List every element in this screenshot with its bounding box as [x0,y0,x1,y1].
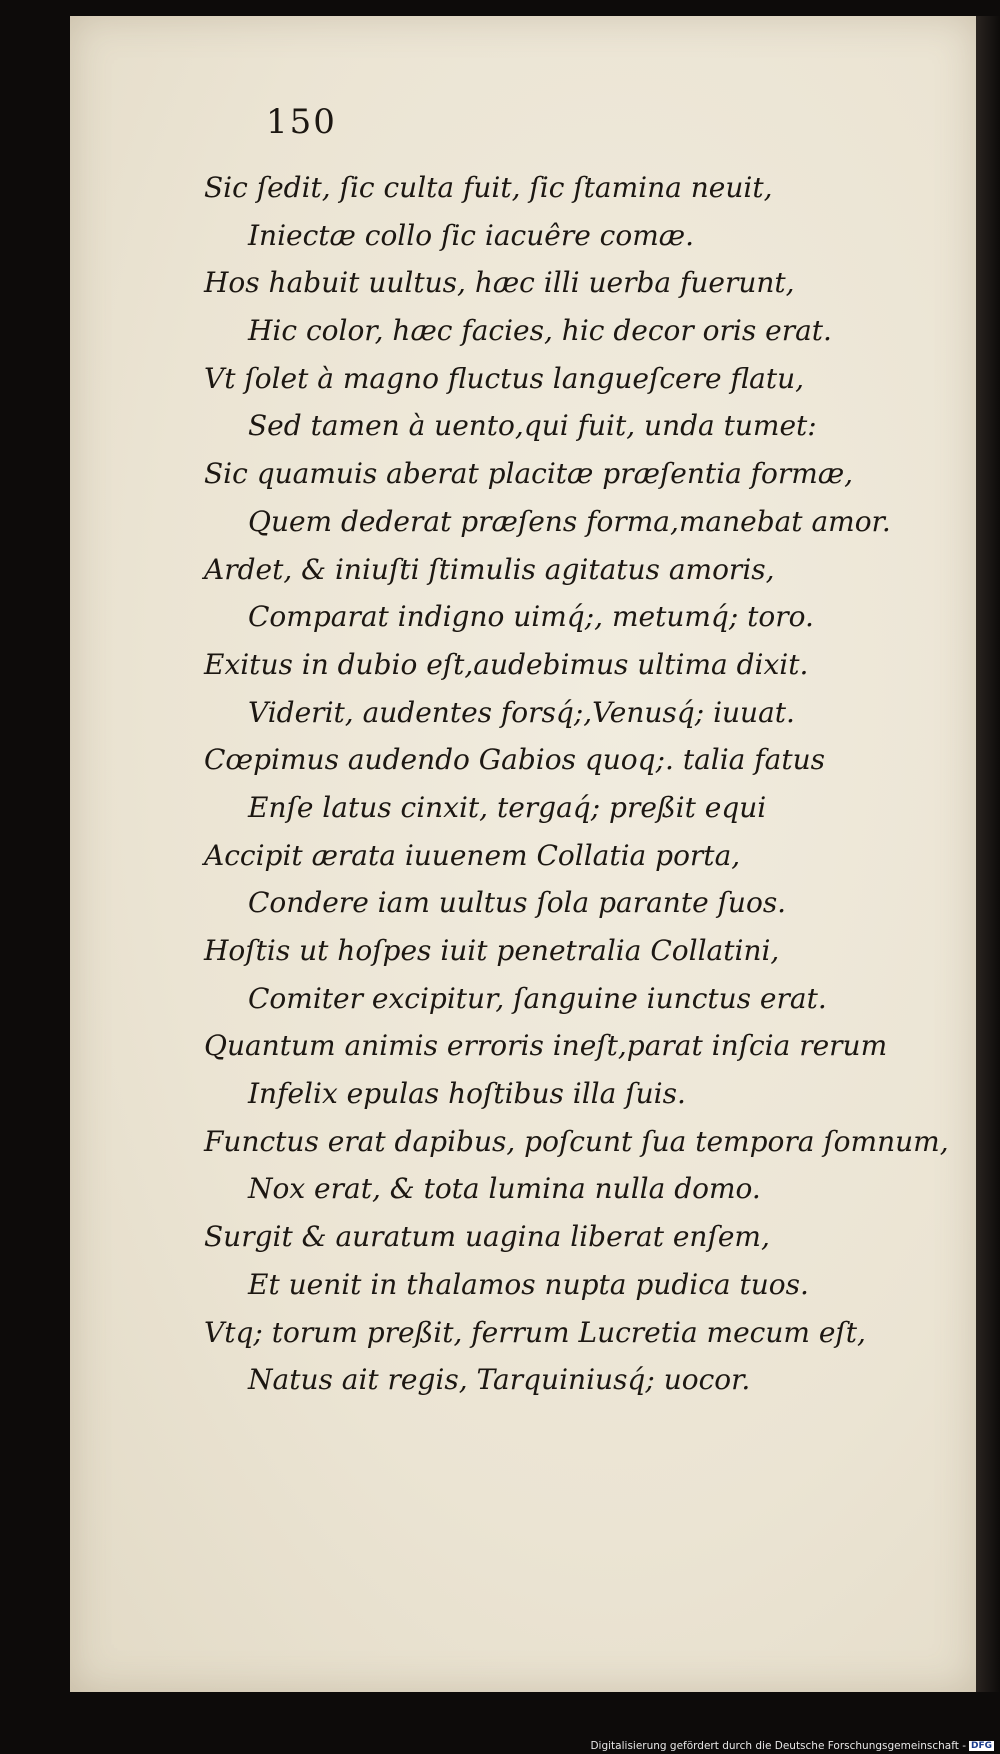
verse-line: Natus ait regis, Tarquiniusq́; uocor. [248,1363,751,1397]
verse-line: Hoſtis ut hoſpes iuit penetralia Collatini, [204,934,780,967]
verse-line: Functus erat dapibus, poſcunt ſua tempora ſomnum, [204,1124,949,1158]
verse-line: Comparat indigno uimq́;, metumq́; toro. [248,600,814,634]
page-number: 150 [266,102,337,142]
verse-line: Et uenit in thalamos nupta pudica tuos. [248,1267,809,1301]
verse-line: Ardet, & iniuſti ſtimulis agitatus amoris, [204,552,775,586]
verse-line: Viderit, audentes forsq́;,Venusq́; iuuat. [248,695,795,729]
verse-line: Comiter excipitur, ſanguine iunctus erat. [248,981,827,1015]
verse-line: Nox erat, & tota lumina nulla domo. [248,1172,761,1206]
verse-line: Accipit ærata iuuenem Collatia porta, [204,838,741,872]
verse-line: Vt ſolet à magno fluctus langueſcere flatu, [204,361,805,395]
book-gutter [976,16,1000,1692]
digitization-credit [590,1740,994,1752]
verse-line: Infelix epulas hoſtibus illa ſuis. [248,1077,686,1111]
verse-list [204,164,964,1404]
book-page [70,16,976,1692]
verse-line: Vtq; torum preßit, ferrum Lucretia mecum eſt, [204,1315,866,1349]
verse-line: Quem dederat præſens forma,manebat amor. [248,504,891,538]
verse-line: Quantum animis erroris ineſt,parat inſcia rerum [204,1029,888,1063]
verse-line: Iniectæ collo ſic iacuêre comæ. [248,218,694,252]
verse-line: Sic quamuis aberat placitæ præſentia formæ, [204,457,854,491]
verse-line: Cœpimus audendo Gabios quoq;. talia fatus [204,743,825,777]
verse-line: Condere iam uultus ſola parante ſuos. [248,886,787,920]
credit-text: Digitalisierung gefördert durch die Deutsche Forschungsgemeinschaft - [590,1740,966,1752]
dfg-logo: DFG [970,1741,992,1751]
verse-line: Hic color, hæc facies, hic decor oris erat. [248,314,832,348]
verse-line: Sed tamen à uento,qui fuit, unda tumet: [248,409,817,443]
verse-line: Sic ſedit, ſic culta fuit, ſic ſtamina neuit, [204,171,773,204]
page-text-block [70,16,976,1692]
verse-line: Hos habuit uultus, hæc illi uerba fuerunt, [204,266,795,300]
verse-line: Enſe latus cinxit, tergaq́; preßit equi [248,790,767,824]
verse-line: Surgit & auratum uagina liberat enſem, [204,1220,770,1254]
verse-line: Exitus in dubio eſt,audebimus ultima dixit. [204,647,809,681]
